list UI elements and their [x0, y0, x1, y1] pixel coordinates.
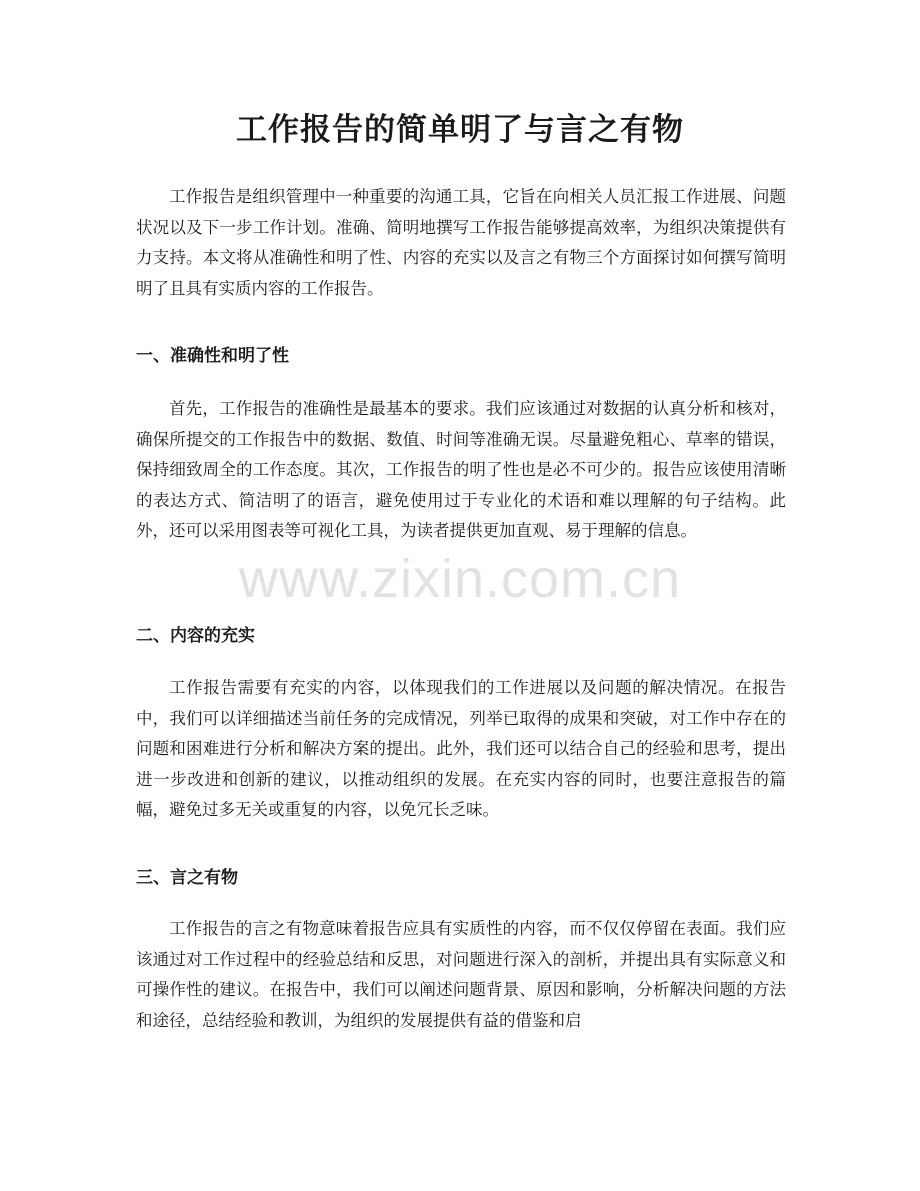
intro-block [136, 182, 786, 304]
watermark: www.zixin.com.cn [238, 549, 682, 609]
section-2-body [136, 673, 786, 826]
section-paragraph: 工作报告需要有充实的内容，以体现我们的工作进展以及问题的解决情况。在报告中，我们可以详细描述当前任务的完成情况，列举已取得的成果和突破，对工作中存在的问题和困难进行分析和解决方案的提出。此外，我们还可以结合自己的经验和思考，提出进一步改进和创新的建议，以推动组织的发展。在充实内容的同时，也要注意报告的篇幅，避免过多无关或重复的内容，以免冗长乏味。 [136, 678, 786, 819]
section-3 [136, 863, 786, 893]
section-3-body [136, 914, 786, 1036]
section-heading: 二、内容的充实 [136, 626, 255, 646]
section-paragraph: 工作报告的言之有物意味着报告应具有实质性的内容，而不仅仅停留在表面。我们应该通过对工作过程中的经验总结和反思，对问题进行深入的剖析，并提出具有实际意义和可操作性的建议。在报告中，我们可以阐述问题背景、原因和影响，分析解决问题的方法和途径，总结经验和教训，为组织的发展提供有益的借鉴和启 [136, 919, 786, 1030]
section-1-body [136, 394, 786, 547]
section-paragraph: 首先，工作报告的准确性是最基本的要求。我们应该通过对数据的认真分析和核对，确保所提交的工作报告中的数据、数值、时间等准确无误。尽量避免粗心、草率的错误，保持细致周全的工作态度。其次，工作报告的明了性也是必不可少的。报告应该使用清晰的表达方式、简洁明了的语言，避免使用过于专业化的术语和难以理解的句子结构。此外，还可以采用图表等可视化工具，为读者提供更加直观、易于理解的信息。 [136, 399, 786, 540]
section-1 [136, 341, 786, 371]
document-title: 工作报告的简单明了与言之有物 [236, 112, 684, 148]
section-2 [136, 621, 786, 651]
section-heading: 三、言之有物 [136, 868, 238, 888]
intro-paragraph: 工作报告是组织管理中一种重要的沟通工具，它旨在向相关人员汇报工作进展、问题状况以及下一步工作计划。准确、简明地撰写工作报告能够提高效率，为组织决策提供有力支持。本文将从准确性和明了性、内容的充实以及言之有物三个方面探讨如何撰写简明明了且具有实质内容的工作报告。 [136, 187, 786, 298]
section-heading: 一、准确性和明了性 [136, 346, 289, 366]
